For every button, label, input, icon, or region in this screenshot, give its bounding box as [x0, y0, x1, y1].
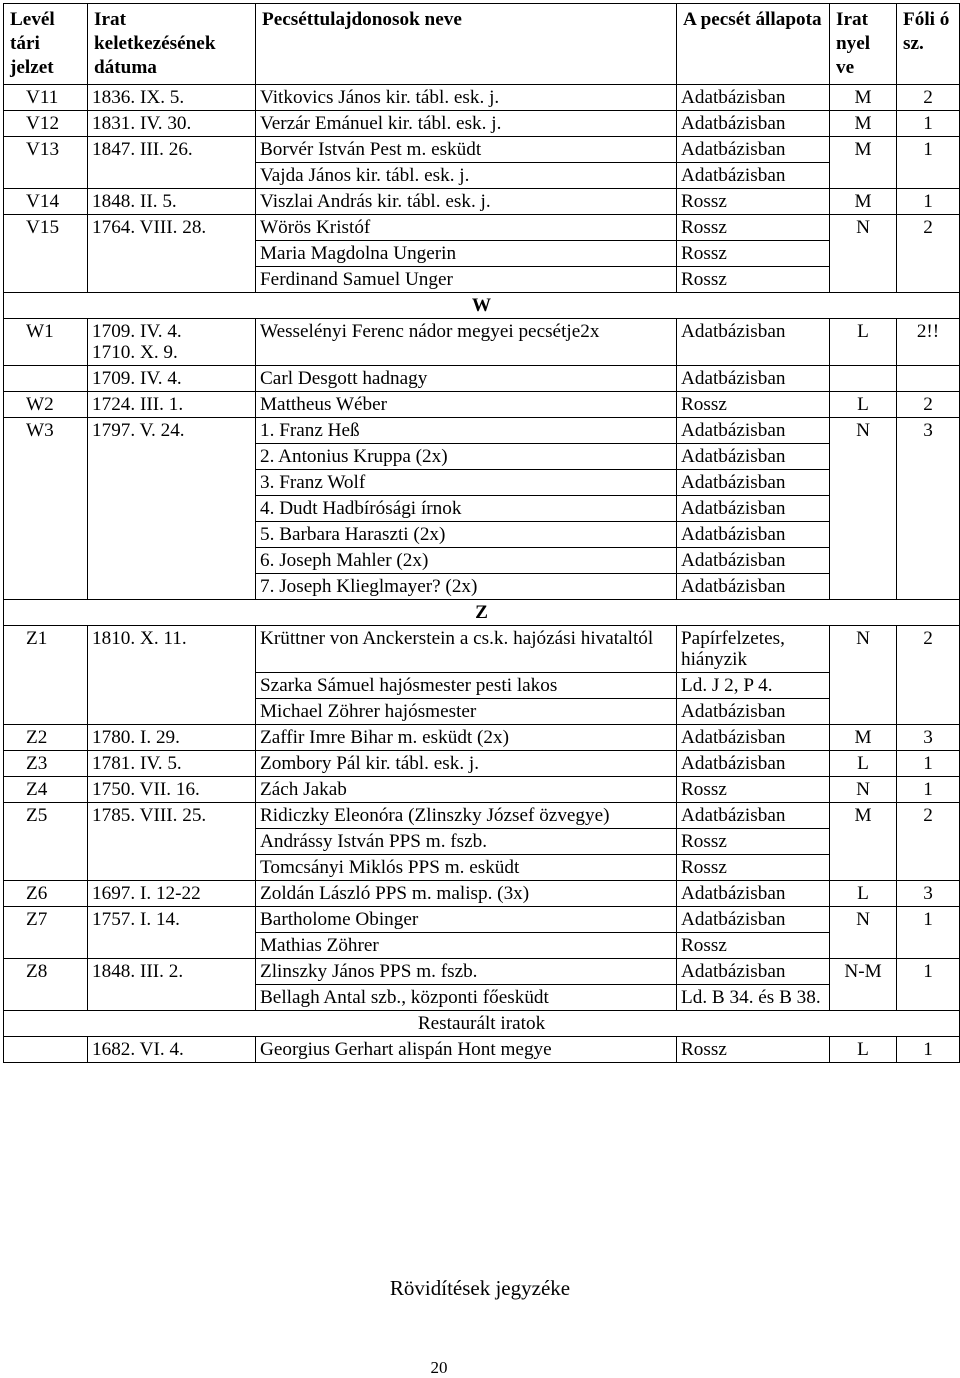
cell-name: Maria Magdolna Ungerin: [256, 241, 677, 267]
cell-folio: 1: [897, 959, 960, 1011]
cell-id: W1: [4, 319, 88, 366]
cell-name: Vajda János kir. tábl. esk. j.: [256, 163, 677, 189]
cell-state: Adatbázisban: [677, 522, 830, 548]
cell-state: Adatbázisban: [677, 319, 830, 366]
cell-folio: 2!!: [897, 319, 960, 366]
table-row: [4, 959, 960, 985]
col-header-folio: Fóli ó sz.: [897, 4, 960, 85]
cell-folio: 1: [897, 137, 960, 189]
cell-state: Adatbázisban: [677, 470, 830, 496]
table-row: [4, 725, 960, 751]
table-row: [4, 189, 960, 215]
cell-folio: 2: [897, 626, 960, 725]
cell-id: V11: [4, 85, 88, 111]
cell-name: 5. Barbara Haraszti (2x): [256, 522, 677, 548]
cell-state: Adatbázisban: [677, 444, 830, 470]
cell-name: Mattheus Wéber: [256, 392, 677, 418]
cell-state: Rossz: [677, 855, 830, 881]
table-row: [4, 85, 960, 111]
seal-register-table: [3, 3, 960, 1063]
cell-state: Adatbázisban: [677, 137, 830, 163]
cell-folio: 1: [897, 1037, 960, 1063]
col-header-datum: Irat keletkezésének dátuma: [88, 4, 256, 85]
table-row: [4, 418, 960, 444]
cell-state: Rossz: [677, 241, 830, 267]
cell-state: Adatbázisban: [677, 881, 830, 907]
cell-name: Bartholome Obinger: [256, 907, 677, 933]
cell-state: Adatbázisban: [677, 163, 830, 189]
cell-name: Andrássy István PPS m. fszb.: [256, 829, 677, 855]
cell-id: [4, 366, 88, 392]
cell-date: 1764. VIII. 28.: [88, 215, 256, 293]
cell-state: Rossz: [677, 1037, 830, 1063]
cell-id: Z4: [4, 777, 88, 803]
table-row: [4, 1037, 960, 1063]
cell-lang: N: [830, 418, 897, 600]
cell-folio: 2: [897, 85, 960, 111]
cell-state: Adatbázisban: [677, 111, 830, 137]
cell-state: Rossz: [677, 933, 830, 959]
col-header-jelzet: Levél tári jelzet: [4, 4, 88, 85]
cell-lang: M: [830, 85, 897, 111]
cell-name: 2. Antonius Kruppa (2x): [256, 444, 677, 470]
section-row: [4, 600, 960, 626]
cell-lang: M: [830, 803, 897, 881]
cell-state: Adatbázisban: [677, 725, 830, 751]
cell-folio: 1: [897, 189, 960, 215]
cell-state: Ld. B 34. és B 38.: [677, 985, 830, 1011]
cell-name: Bellagh Antal szb., központi főesküdt: [256, 985, 677, 1011]
table-row: [4, 751, 960, 777]
cell-date: 1780. I. 29.: [88, 725, 256, 751]
table-row: [4, 392, 960, 418]
cell-date: 1682. VI. 4.: [88, 1037, 256, 1063]
table-row: [4, 137, 960, 163]
cell-folio: 1: [897, 777, 960, 803]
section-heading-z: Z: [4, 600, 960, 626]
cell-date: 1831. IV. 30.: [88, 111, 256, 137]
table-row: [4, 319, 960, 366]
cell-date: 1810. X. 11.: [88, 626, 256, 725]
cell-state: Adatbázisban: [677, 959, 830, 985]
cell-name: Ferdinand Samuel Unger: [256, 267, 677, 293]
cell-lang: L: [830, 881, 897, 907]
header-row: [4, 4, 960, 85]
cell-name: Zaffir Imre Bihar m. esküdt (2x): [256, 725, 677, 751]
cell-state: Adatbázisban: [677, 751, 830, 777]
cell-name: Vitkovics János kir. tábl. esk. j.: [256, 85, 677, 111]
cell-name: Szarka Sámuel hajósmester pesti lakos: [256, 673, 677, 699]
cell-id: V13: [4, 137, 88, 189]
col-header-tulaj: Pecséttulajdonosok neve: [256, 4, 677, 85]
cell-state: Adatbázisban: [677, 366, 830, 392]
cell-name: Krüttner von Anckerstein a cs.k. hajózási hivataltól: [256, 626, 677, 673]
cell-name: Viszlai András kir. tábl. esk. j.: [256, 189, 677, 215]
cell-id: W3: [4, 418, 88, 600]
table-row: [4, 881, 960, 907]
cell-folio: 2: [897, 803, 960, 881]
cell-lang: M: [830, 725, 897, 751]
cell-state: Adatbázisban: [677, 907, 830, 933]
cell-state: Rossz: [677, 392, 830, 418]
col-header-nyelv: Irat nyel ve: [830, 4, 897, 85]
cell-name: Mathias Zöhrer: [256, 933, 677, 959]
cell-name: Borvér István Pest m. esküdt: [256, 137, 677, 163]
cell-date: 1848. II. 5.: [88, 189, 256, 215]
cell-state: Ld. J 2, P 4.: [677, 673, 830, 699]
cell-name: Ridiczky Eleonóra (Zlinszky József özvegye): [256, 803, 677, 829]
cell-id: Z6: [4, 881, 88, 907]
cell-id: V15: [4, 215, 88, 293]
section-row: [4, 293, 960, 319]
cell-id: Z1: [4, 626, 88, 725]
cell-state: Adatbázisban: [677, 548, 830, 574]
cell-date: 1785. VIII. 25.: [88, 803, 256, 881]
cell-name: Zách Jakab: [256, 777, 677, 803]
cell-folio: 3: [897, 725, 960, 751]
cell-date: 1847. III. 26.: [88, 137, 256, 189]
cell-name: Verzár Emánuel kir. tábl. esk. j.: [256, 111, 677, 137]
cell-lang: M: [830, 137, 897, 189]
cell-state: Rossz: [677, 267, 830, 293]
cell-date: 1709. IV. 4. 1710. X. 9.: [88, 319, 256, 366]
cell-id: V12: [4, 111, 88, 137]
cell-date: 1697. I. 12-22: [88, 881, 256, 907]
table-row: [4, 215, 960, 241]
cell-folio: 1: [897, 111, 960, 137]
cell-state: Rossz: [677, 777, 830, 803]
cell-date: 1709. IV. 4.: [88, 366, 256, 392]
cell-id: Z7: [4, 907, 88, 959]
cell-lang: L: [830, 1037, 897, 1063]
cell-name: Zoldán László PPS m. malisp. (3x): [256, 881, 677, 907]
cell-id: V14: [4, 189, 88, 215]
cell-lang: N-M: [830, 959, 897, 1011]
cell-state: Adatbázisban: [677, 418, 830, 444]
cell-folio: 2: [897, 392, 960, 418]
cell-date: 1750. VII. 16.: [88, 777, 256, 803]
cell-folio: 1: [897, 751, 960, 777]
cell-date: 1781. IV. 5.: [88, 751, 256, 777]
cell-date: 1724. III. 1.: [88, 392, 256, 418]
cell-lang: [830, 366, 897, 392]
section-heading-restored: Restaurált iratok: [4, 1011, 960, 1037]
cell-name: 3. Franz Wolf: [256, 470, 677, 496]
cell-folio: 3: [897, 881, 960, 907]
cell-name: Wesselényi Ferenc nádor megyei pecsétje2x: [256, 319, 677, 366]
cell-name: Carl Desgott hadnagy: [256, 366, 677, 392]
cell-id: Z8: [4, 959, 88, 1011]
cell-lang: N: [830, 777, 897, 803]
cell-lang: N: [830, 907, 897, 959]
cell-name: 1. Franz Heß: [256, 418, 677, 444]
cell-id: Z5: [4, 803, 88, 881]
cell-state: Adatbázisban: [677, 574, 830, 600]
cell-name: 4. Dudt Hadbírósági írnok: [256, 496, 677, 522]
cell-folio: 1: [897, 907, 960, 959]
cell-name: Zombory Pál kir. tábl. esk. j.: [256, 751, 677, 777]
cell-lang: N: [830, 215, 897, 293]
cell-folio: 2: [897, 215, 960, 293]
col-header-allapot: A pecsét állapota: [677, 4, 830, 85]
cell-date: 1757. I. 14.: [88, 907, 256, 959]
table-row: [4, 366, 960, 392]
cell-id: W2: [4, 392, 88, 418]
cell-id: [4, 1037, 88, 1063]
cell-date: 1848. III. 2.: [88, 959, 256, 1011]
cell-lang: M: [830, 111, 897, 137]
cell-date: 1836. IX. 5.: [88, 85, 256, 111]
cell-lang: L: [830, 319, 897, 366]
cell-state: Papírfelzetes, hiányzik: [677, 626, 830, 673]
cell-state: Rossz: [677, 189, 830, 215]
table-row: [4, 626, 960, 673]
cell-state: Adatbázisban: [677, 85, 830, 111]
cell-id: Z2: [4, 725, 88, 751]
cell-lang: N: [830, 626, 897, 725]
cell-state: Adatbázisban: [677, 699, 830, 725]
cell-state: Adatbázisban: [677, 496, 830, 522]
abbreviations-heading: Rövidítések jegyzéke: [389, 1276, 571, 1300]
section-row: [4, 1011, 960, 1037]
table-row: [4, 777, 960, 803]
cell-state: Rossz: [677, 215, 830, 241]
page-number: 20: [430, 1358, 448, 1377]
cell-lang: L: [830, 751, 897, 777]
cell-state: Adatbázisban: [677, 803, 830, 829]
cell-date: 1797. V. 24.: [88, 418, 256, 600]
cell-name: Zlinszky János PPS m. fszb.: [256, 959, 677, 985]
cell-folio: [897, 366, 960, 392]
cell-name: Michael Zöhrer hajósmester: [256, 699, 677, 725]
table-row: [4, 111, 960, 137]
cell-lang: M: [830, 189, 897, 215]
cell-name: Tomcsányi Miklós PPS m. esküdt: [256, 855, 677, 881]
cell-folio: 3: [897, 418, 960, 600]
table-row: [4, 803, 960, 829]
cell-name: Wörös Kristóf: [256, 215, 677, 241]
cell-id: Z3: [4, 751, 88, 777]
cell-lang: L: [830, 392, 897, 418]
cell-state: Rossz: [677, 829, 830, 855]
cell-name: Georgius Gerhart alispán Hont megye: [256, 1037, 677, 1063]
table-row: [4, 907, 960, 933]
section-heading-w: W: [4, 293, 960, 319]
cell-name: 6. Joseph Mahler (2x): [256, 548, 677, 574]
cell-name: 7. Joseph Klieglmayer? (2x): [256, 574, 677, 600]
